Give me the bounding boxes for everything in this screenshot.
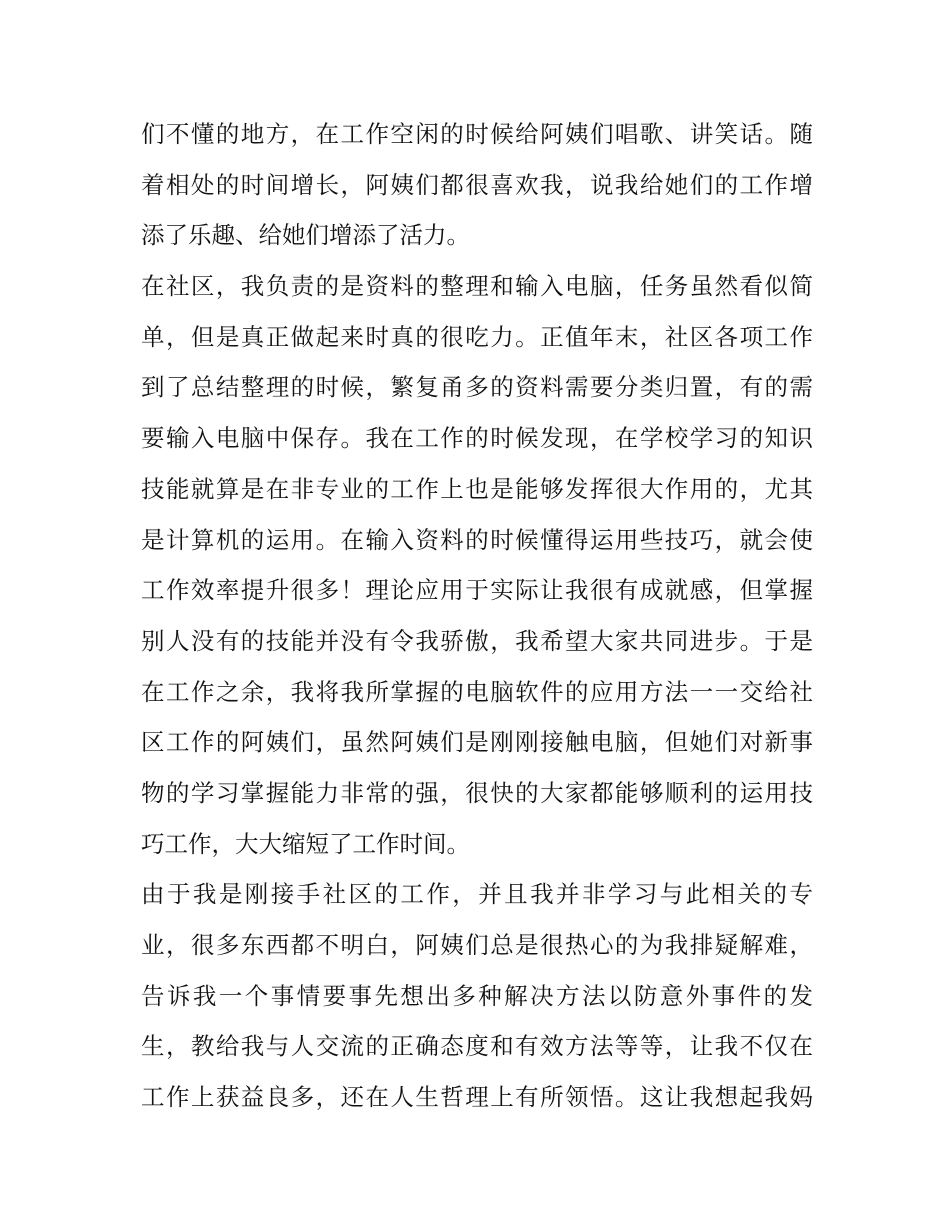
text-line: 技能就算是在非专业的工作上也是能够发挥很大作用的，尤其 (141, 474, 813, 503)
text-line: 告诉我一个事情要事先想出多种解决方法以防意外事件的发 (141, 981, 813, 1010)
text-line: 着相处的时间增长，阿姨们都很喜欢我，说我给她们的工作增 (141, 170, 813, 199)
text-line: 在社区，我负责的是资料的整理和输入电脑，任务虽然看似简 (141, 272, 813, 301)
text-line: 物的学习掌握能力非常的强，很快的大家都能够顺利的运用技 (141, 778, 813, 807)
text-line: 工作上获益良多，还在人生哲理上有所领悟。这让我想起我妈 (141, 1083, 813, 1112)
text-line: 区工作的阿姨们，虽然阿姨们是刚刚接触电脑，但她们对新事 (141, 728, 813, 757)
text-line: 单，但是真正做起来时真的很吃力。正值年末，社区各项工作 (141, 322, 813, 351)
text-line: 业，很多东西都不明白，阿姨们总是很热心的为我排疑解难， (141, 931, 813, 959)
text-line: 在工作之余，我将我所掌握的电脑软件的应用方法一一交给社 (141, 677, 813, 706)
text-line: 由于我是刚接手社区的工作，并且我并非学习与此相关的专 (141, 880, 813, 909)
text-line: 要输入电脑中保存。我在工作的时候发现，在学校学习的知识 (141, 424, 813, 453)
text-line: 巧工作，大大缩短了工作时间。 (141, 829, 470, 858)
text-line: 们不懂的地方，在工作空闲的时候给阿姨们唱歌、讲笑话。随 (141, 120, 813, 148)
text-line: 是计算机的运用。在输入资料的时候懂得运用些技巧，就会使 (141, 525, 813, 554)
text-line: 别人没有的技能并没有令我骄傲，我希望大家共同进步。于是 (141, 626, 813, 655)
text-line: 到了总结整理的时候，繁复甬多的资料需要分类归置，有的需 (141, 373, 813, 402)
body-text (141, 109, 813, 1123)
text-line: 生，教给我与人交流的正确态度和有效方法等等，让我不仅在 (141, 1032, 813, 1061)
text-line: 工作效率提升很多！理论应用于实际让我很有成就感，但掌握 (141, 576, 813, 605)
text-line: 添了乐趣、给她们增添了活力。 (141, 221, 470, 250)
